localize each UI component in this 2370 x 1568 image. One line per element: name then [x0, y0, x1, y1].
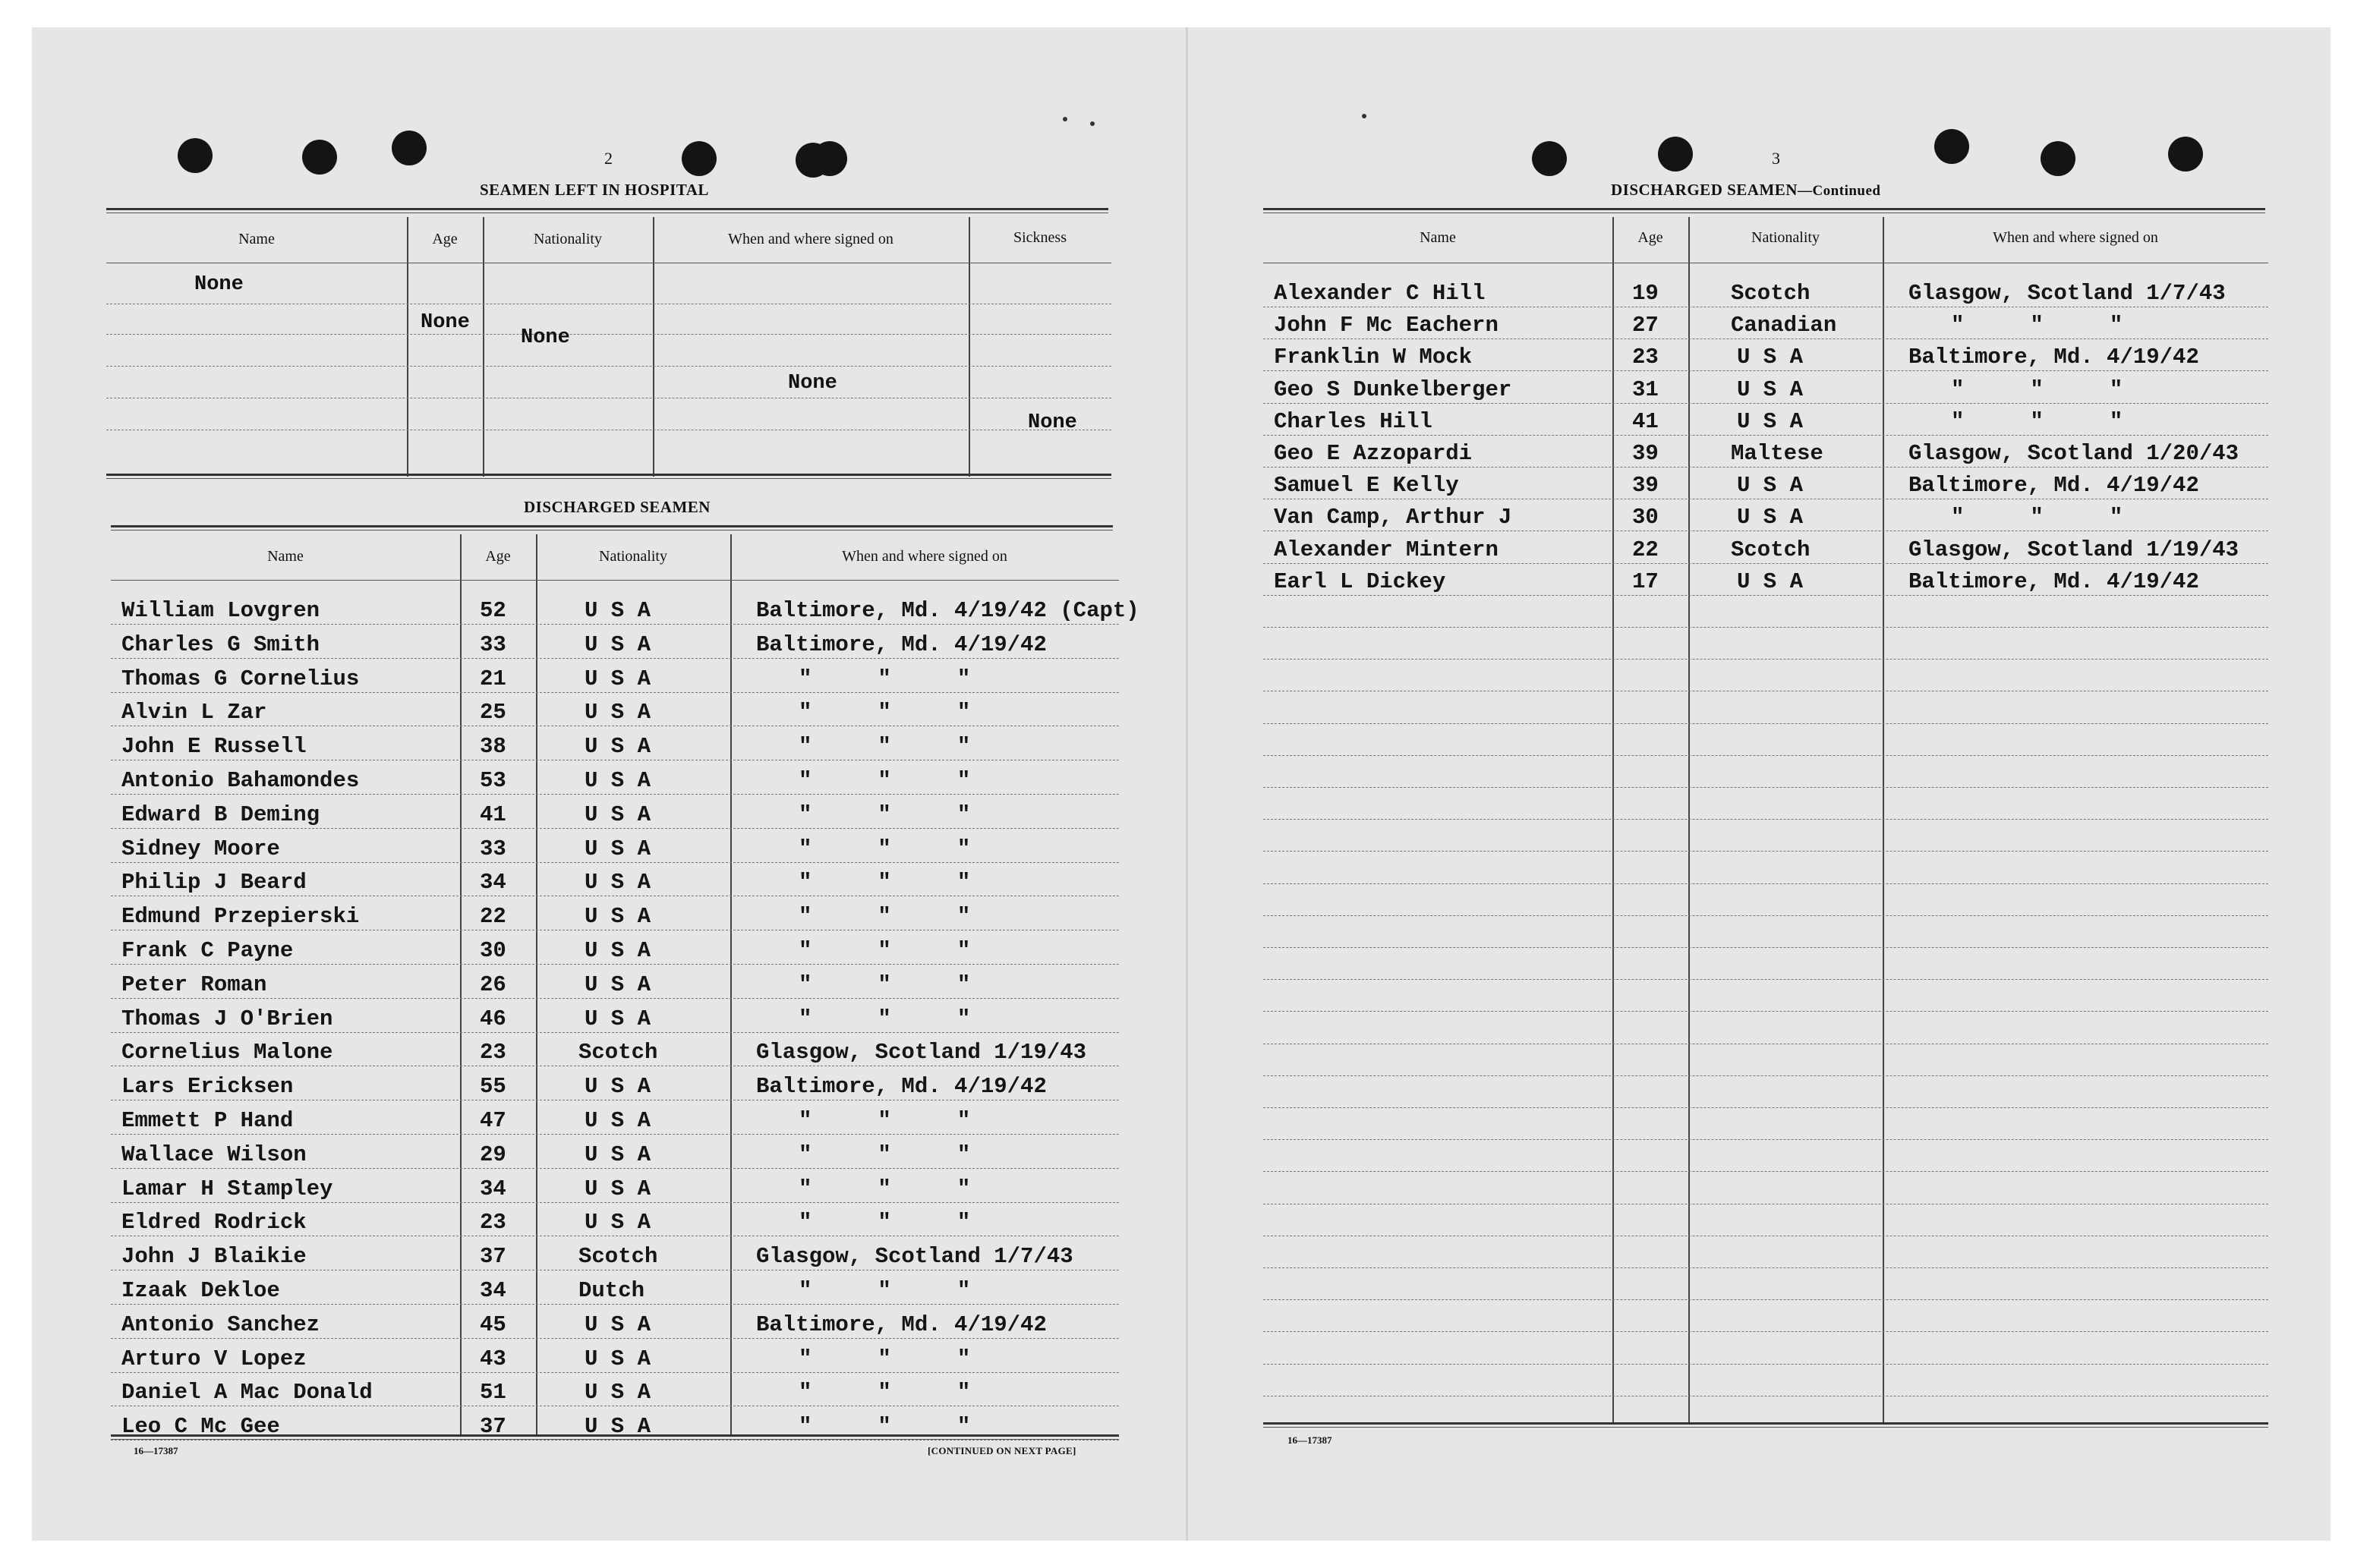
seaman-nationality: U S A [585, 1176, 651, 1201]
seaman-name: Cornelius Malone [121, 1040, 333, 1066]
row-rule [1263, 851, 2268, 852]
seaman-age: 34 [480, 1278, 506, 1303]
row-rule [1263, 338, 2268, 339]
seaman-age: 51 [480, 1380, 506, 1406]
seaman-name: Emmett P Hand [121, 1108, 294, 1133]
seaman-name: Charles Hill [1274, 408, 1432, 434]
column-header: Name [1420, 229, 1456, 246]
row-rule [1263, 1364, 2268, 1365]
seaman-age: 43 [480, 1346, 506, 1371]
seaman-nationality: Scotch [1731, 281, 1811, 306]
punch-hole [392, 131, 427, 165]
discharged-table [111, 534, 1139, 1440]
section-title-discharged: DISCHARGED SEAMEN [524, 498, 711, 516]
seaman-name: Frank C Payne [121, 938, 294, 963]
seaman-signed-on: Glasgow, Scotland 1/19/43 [756, 1040, 1087, 1066]
seaman-nationality: U S A [1737, 505, 1804, 531]
seaman-age: 19 [1632, 281, 1659, 306]
seaman-signed-on: " " " [799, 768, 971, 793]
page-number: 3 [1772, 149, 1780, 168]
seaman-age: 23 [480, 1040, 506, 1066]
seaman-name: Wallace Wilson [121, 1141, 307, 1167]
seaman-signed-on: " " " [799, 666, 971, 691]
seaman-name: Geo E Azzopardi [1274, 441, 1473, 466]
row-rule [1263, 1075, 2268, 1076]
row-rule [1263, 819, 2268, 820]
column-divider [483, 217, 484, 477]
seaman-name: John F Mc Eachern [1274, 313, 1499, 338]
seaman-name: Antonio Bahamondes [121, 768, 360, 793]
seaman-signed-on: Baltimore, Md. 4/19/42 [1908, 568, 2199, 594]
punch-hole [1532, 141, 1567, 176]
row-rule [1263, 1331, 2268, 1332]
column-divider [653, 217, 654, 477]
seaman-signed-on: " " " [799, 1380, 971, 1406]
seaman-nationality: U S A [585, 836, 651, 861]
seaman-nationality: Scotch [1731, 537, 1811, 562]
seaman-age: 31 [1632, 376, 1659, 402]
seaman-name: Van Camp, Arthur J [1274, 505, 1512, 531]
seaman-age: 37 [480, 1414, 506, 1440]
seaman-nationality: U S A [585, 1141, 651, 1167]
seaman-name: Thomas J O'Brien [121, 1006, 333, 1031]
seaman-name: Izaak Dekloe [121, 1278, 280, 1303]
seaman-name: Arturo V Lopez [121, 1346, 307, 1371]
row-rule [1263, 1299, 2268, 1300]
seaman-age: 33 [480, 631, 506, 657]
seaman-signed-on: " " " [799, 1006, 971, 1031]
seaman-name: Lamar H Stampley [121, 1176, 333, 1201]
seaman-nationality: U S A [585, 598, 651, 623]
rule [111, 1434, 1119, 1440]
seaman-nationality: Maltese [1731, 441, 1823, 466]
seaman-nationality: U S A [585, 1006, 651, 1031]
punch-hole [2041, 141, 2075, 176]
seaman-age: 45 [480, 1311, 506, 1337]
row-rule [1263, 723, 2268, 724]
seaman-nationality: Scotch [578, 1040, 658, 1066]
seaman-nationality: U S A [585, 971, 651, 997]
hospital-table [106, 217, 1111, 477]
seaman-name: Daniel A Mac Donald [121, 1380, 373, 1406]
page-number: 2 [604, 149, 613, 168]
column-divider [1612, 217, 1614, 1424]
seaman-nationality: U S A [585, 1414, 651, 1440]
section-title-discharged-continued [1611, 181, 1880, 200]
column-header: Age [485, 548, 511, 565]
punch-hole [812, 141, 847, 176]
seaman-age: 22 [480, 904, 506, 930]
row-rule [1263, 403, 2268, 404]
seaman-signed-on: " " " [1951, 376, 2123, 402]
seaman-name: Lars Ericksen [121, 1074, 294, 1100]
seaman-name: Antonio Sanchez [121, 1311, 320, 1337]
seaman-signed-on: " " " [799, 1346, 971, 1371]
seaman-age: 26 [480, 971, 506, 997]
row-rule [111, 1168, 1119, 1169]
seaman-nationality: U S A [585, 904, 651, 930]
seaman-name: Alexander Mintern [1274, 537, 1499, 562]
column-header: Age [1637, 229, 1663, 246]
column-header: Sickness [1013, 229, 1067, 246]
seaman-name: John J Blaikie [121, 1244, 307, 1270]
row-rule [1263, 1011, 2268, 1012]
seaman-age: 55 [480, 1074, 506, 1100]
row-rule [111, 862, 1119, 863]
seaman-age: 29 [480, 1141, 506, 1167]
punch-hole [302, 140, 337, 175]
seaman-nationality: U S A [585, 801, 651, 827]
row-rule [111, 658, 1119, 659]
seaman-age: 27 [1632, 313, 1659, 338]
seaman-nationality: U S A [585, 1346, 651, 1371]
rule [1263, 208, 2265, 213]
seaman-name: Charles G Smith [121, 631, 320, 657]
seaman-age: 37 [480, 1244, 506, 1270]
seaman-signed-on: Baltimore, Md. 4/19/42 (Capt) [756, 598, 1139, 623]
column-divider [1688, 217, 1690, 1424]
seaman-age: 22 [1632, 537, 1659, 562]
seaman-age: 46 [480, 1006, 506, 1031]
seaman-signed-on: Glasgow, Scotland 1/20/43 [1908, 441, 2239, 466]
seaman-signed-on: " " " [799, 734, 971, 760]
seaman-nationality: U S A [1737, 345, 1804, 370]
seaman-signed-on: Glasgow, Scotland 1/19/43 [1908, 537, 2239, 562]
seaman-age: 53 [480, 768, 506, 793]
seaman-signed-on: Baltimore, Md. 4/19/42 [756, 631, 1047, 657]
seaman-nationality: Dutch [578, 1278, 645, 1303]
seaman-signed-on: Baltimore, Md. 4/19/42 [756, 1311, 1047, 1337]
seaman-signed-on: Baltimore, Md. 4/19/42 [1908, 345, 2199, 370]
row-rule [111, 794, 1119, 795]
seaman-signed-on: " " " [799, 1108, 971, 1133]
row-rule [1263, 563, 2268, 564]
hospital-name-none: None [194, 273, 244, 296]
seaman-age: 47 [480, 1108, 506, 1133]
row-rule [106, 366, 1111, 367]
hospital-signed-none: None [788, 372, 837, 395]
seaman-signed-on: " " " [799, 1414, 971, 1440]
seaman-name: Alvin L Zar [121, 700, 267, 726]
seaman-name: Peter Roman [121, 971, 267, 997]
seaman-name: Leo C Mc Gee [121, 1414, 280, 1440]
row-rule [1263, 915, 2268, 916]
seaman-name: Samuel E Kelly [1274, 473, 1459, 499]
column-header: Age [432, 231, 458, 247]
rule [1263, 1422, 2268, 1428]
hospital-nationality-none: None [521, 326, 570, 349]
seaman-signed-on: " " " [799, 938, 971, 963]
seaman-signed-on: " " " [799, 1176, 971, 1201]
seaman-age: 23 [1632, 345, 1659, 370]
row-rule [1263, 979, 2268, 980]
row-rule [1263, 627, 2268, 628]
seaman-nationality: U S A [585, 631, 651, 657]
form-number: 16—17387 [1287, 1434, 1332, 1446]
row-rule [1263, 595, 2268, 596]
row-rule [1263, 755, 2268, 756]
punch-hole [682, 141, 717, 176]
punch-hole [1658, 137, 1693, 172]
form-number: 16—17387 [134, 1445, 178, 1456]
seaman-nationality: U S A [585, 938, 651, 963]
column-header: When and where signed on [728, 231, 893, 247]
row-rule [106, 334, 1111, 335]
row-rule [1263, 1171, 2268, 1172]
seaman-nationality: Scotch [578, 1244, 658, 1270]
column-divider [460, 534, 462, 1434]
seaman-signed-on: Glasgow, Scotland 1/7/43 [1908, 281, 2226, 306]
seaman-nationality: Canadian [1731, 313, 1837, 338]
column-divider [536, 534, 537, 1434]
seaman-signed-on: Baltimore, Md. 4/19/42 [756, 1074, 1047, 1100]
seaman-nationality: U S A [585, 1074, 651, 1100]
hospital-age-none: None [421, 311, 470, 334]
seaman-age: 25 [480, 700, 506, 726]
seaman-age: 30 [1632, 505, 1659, 531]
column-divider [1883, 217, 1884, 1424]
row-rule [111, 1304, 1119, 1305]
seaman-signed-on: " " " [799, 700, 971, 726]
seaman-signed-on: " " " [799, 1141, 971, 1167]
seaman-signed-on: Baltimore, Md. 4/19/42 [1908, 473, 2199, 499]
seaman-signed-on: " " " [1951, 313, 2123, 338]
row-rule [1263, 659, 2268, 660]
row-rule [1263, 467, 2268, 468]
seaman-name: Thomas G Cornelius [121, 666, 360, 691]
seaman-age: 34 [480, 870, 506, 896]
speck [1090, 121, 1095, 126]
seaman-age: 41 [1632, 408, 1659, 434]
seaman-nationality: U S A [585, 666, 651, 691]
column-header: Nationality [534, 231, 602, 247]
row-rule [111, 692, 1119, 693]
seaman-name: Geo S Dunkelberger [1274, 376, 1512, 402]
seaman-nationality: U S A [585, 734, 651, 760]
rule [106, 474, 1111, 479]
row-rule [111, 964, 1119, 965]
column-header: When and where signed on [1993, 229, 2158, 246]
seaman-signed-on: Glasgow, Scotland 1/7/43 [756, 1244, 1073, 1270]
punch-hole [178, 138, 213, 173]
column-header: Nationality [1751, 229, 1820, 246]
row-rule [1263, 1139, 2268, 1140]
seaman-name: Franklin W Mock [1274, 345, 1473, 370]
seaman-name: Earl L Dickey [1274, 568, 1446, 594]
seaman-signed-on: " " " [799, 904, 971, 930]
discharged-continued-table [1263, 217, 2268, 1424]
seaman-signed-on: " " " [799, 870, 971, 896]
column-header: Nationality [599, 548, 667, 565]
punch-hole [2168, 137, 2203, 172]
column-divider [730, 534, 732, 1434]
row-rule [1263, 370, 2268, 371]
seaman-signed-on: " " " [1951, 505, 2123, 531]
seaman-nationality: U S A [585, 1311, 651, 1337]
continued-note: [CONTINUED ON NEXT PAGE] [928, 1445, 1076, 1456]
seaman-nationality: U S A [1737, 376, 1804, 402]
seaman-nationality: U S A [1737, 473, 1804, 499]
seaman-signed-on: " " " [799, 801, 971, 827]
seaman-age: 21 [480, 666, 506, 691]
seaman-age: 33 [480, 836, 506, 861]
row-rule [1263, 1267, 2268, 1268]
row-rule [111, 1338, 1119, 1339]
row-rule [111, 624, 1119, 625]
seaman-signed-on: " " " [799, 1278, 971, 1303]
seaman-nationality: U S A [585, 1380, 651, 1406]
seaman-name: John E Russell [121, 734, 307, 760]
column-header: When and where signed on [842, 548, 1007, 565]
row-rule [111, 1032, 1119, 1033]
seaman-nationality: U S A [585, 870, 651, 896]
column-header: Name [238, 231, 275, 247]
seaman-nationality: U S A [1737, 568, 1804, 594]
seaman-age: 38 [480, 734, 506, 760]
row-rule [1263, 1107, 2268, 1108]
seaman-nationality: U S A [585, 768, 651, 793]
seaman-nationality: U S A [585, 700, 651, 726]
column-divider [969, 217, 970, 477]
row-rule [1263, 787, 2268, 788]
seaman-age: 30 [480, 938, 506, 963]
hospital-sickness-none: None [1028, 411, 1077, 434]
seaman-name: Edmund Przepierski [121, 904, 360, 930]
section-title-hospital: SEAMEN LEFT IN HOSPITAL [480, 181, 709, 199]
rule [111, 525, 1113, 531]
row-rule [1263, 883, 2268, 884]
row-rule [111, 1202, 1119, 1203]
seaman-nationality: U S A [585, 1108, 651, 1133]
title-main: DISCHARGED SEAMEN [1611, 181, 1798, 199]
seaman-age: 39 [1632, 473, 1659, 499]
seaman-signed-on: " " " [799, 1210, 971, 1236]
seaman-signed-on: " " " [799, 971, 971, 997]
seaman-name: William Lovgren [121, 598, 320, 623]
seaman-age: 41 [480, 801, 506, 827]
row-rule [111, 1372, 1119, 1373]
speck [1362, 114, 1366, 118]
seaman-name: Sidney Moore [121, 836, 280, 861]
seaman-age: 34 [480, 1176, 506, 1201]
seaman-age: 17 [1632, 568, 1659, 594]
column-divider [407, 217, 408, 477]
row-rule [111, 1134, 1119, 1135]
row-rule [1263, 435, 2268, 436]
seaman-age: 52 [480, 598, 506, 623]
seaman-signed-on: " " " [1951, 408, 2123, 434]
seaman-name: Eldred Rodrick [121, 1210, 307, 1236]
row-rule [1263, 947, 2268, 948]
speck [1063, 117, 1067, 121]
seaman-name: Edward B Deming [121, 801, 320, 827]
page-fold [1186, 27, 1188, 1541]
seaman-signed-on: " " " [799, 836, 971, 861]
header-rule [111, 580, 1119, 581]
row-rule [111, 998, 1119, 999]
seaman-nationality: U S A [1737, 408, 1804, 434]
row-rule [111, 828, 1119, 829]
seaman-name: Alexander C Hill [1274, 281, 1486, 306]
seaman-age: 39 [1632, 441, 1659, 466]
column-header: Name [267, 548, 304, 565]
punch-hole [1934, 129, 1969, 164]
seaman-age: 23 [480, 1210, 506, 1236]
seaman-nationality: U S A [585, 1210, 651, 1236]
seaman-name: Philip J Beard [121, 870, 307, 896]
rule [106, 208, 1108, 213]
title-suffix: —Continued [1797, 183, 1881, 199]
